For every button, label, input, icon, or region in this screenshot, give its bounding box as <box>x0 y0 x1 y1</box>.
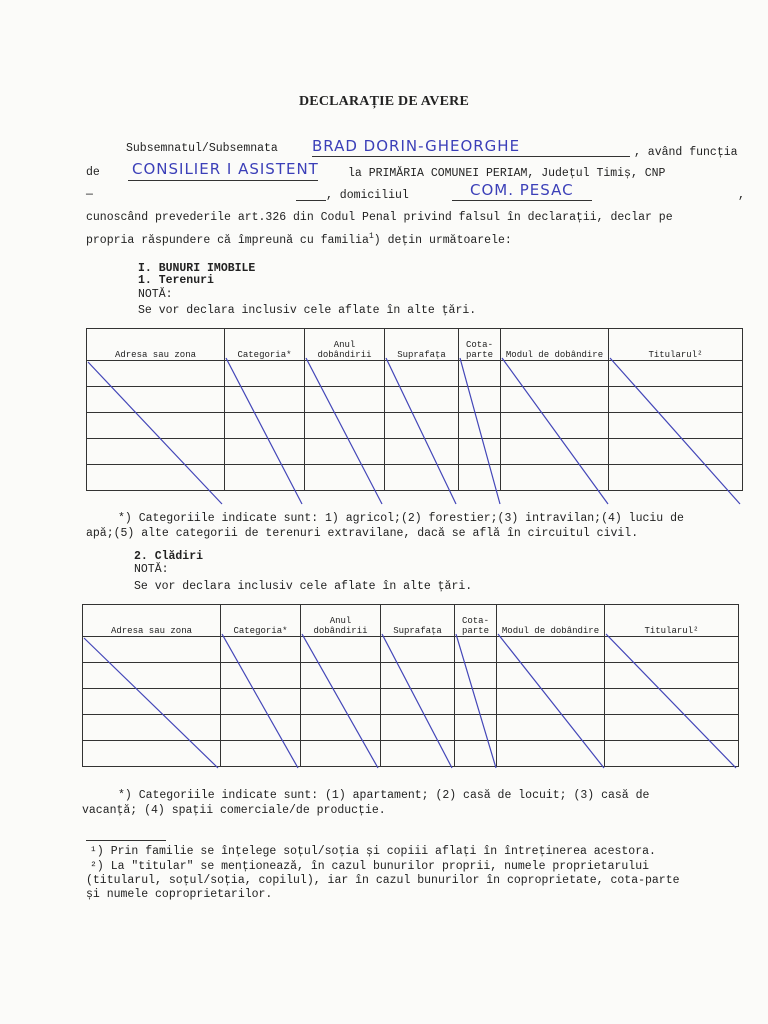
footnote-rule <box>86 840 166 841</box>
land-table <box>86 328 743 491</box>
function-value: CONSILIER I ASISTENT <box>132 160 319 178</box>
col-header: Modul de dobândire <box>501 329 609 361</box>
col-header: Titularul² <box>605 605 739 637</box>
buildings-table <box>82 604 739 767</box>
name-underline <box>312 156 630 157</box>
section-heading-imobile: I. BUNURI IMOBILE <box>138 262 256 275</box>
col-header: Modul de dobândire <box>497 605 605 637</box>
nota-text-1: Se vor declara inclusiv cele aflate în alte țări. <box>138 304 477 317</box>
domicile-label: , domiciliul <box>326 189 409 202</box>
land-footnote-2: apă;(5) alte categorii de terenuri extravilane, dacă se află în circuitul civil. <box>86 527 639 540</box>
footnote-1: ¹) Prin familie se înțelege soțul/soția și copiii aflați în întreținerea acestora. <box>90 845 656 858</box>
footnote-2b: (titularul, soțul/soția, copilul), iar în cazul bunurilor în coproprietate, cota-parte <box>86 874 680 887</box>
table-row <box>83 741 739 767</box>
col-header: Cota-parte <box>455 605 497 637</box>
declarant-name: BRAD DORIN-GHEORGHE <box>312 137 521 155</box>
table-row <box>83 689 739 715</box>
col-header: Anul dobândirii <box>305 329 385 361</box>
table-row <box>87 465 743 491</box>
legal-text: cunoscând prevederile art.326 din Codul Penal privind falsul în declarații, declar pe <box>86 211 673 224</box>
table-row <box>87 439 743 465</box>
land-footnote-1: *) Categoriile indicate sunt: 1) agricol;(2) forestier;(3) intravilan;(4) luciu de <box>118 512 684 525</box>
col-header: Anul dobândirii <box>301 605 381 637</box>
institution-text: la PRIMĂRIA COMUNEI PERIAM, Județul Timiș, CNP <box>348 167 666 180</box>
subsection-terenuri: 1. Terenuri <box>138 274 214 287</box>
responsibility-text-main: propria răspundere că împreună cu familia <box>86 233 369 247</box>
col-header: Adresa sau zona <box>83 605 221 637</box>
declarant-label: Subsemnatul/Subsemnata <box>126 142 278 155</box>
table-row <box>83 637 739 663</box>
table-row <box>87 413 743 439</box>
col-header: Suprafața <box>381 605 455 637</box>
domicile-underline <box>452 200 592 201</box>
col-header: Categoria* <box>225 329 305 361</box>
table-row <box>87 387 743 413</box>
footnote-2a: ²) La "titular" se menționează, în cazul bunurilor proprii, numele proprietarului <box>90 860 649 873</box>
table-row <box>87 361 743 387</box>
table-row <box>83 715 739 741</box>
responsibility-text <box>86 232 512 247</box>
nota-text-2: Se vor declara inclusiv cele aflate în alte țări. <box>134 580 473 593</box>
cnp-dash: — <box>86 188 93 201</box>
function-label: , având funcția <box>634 146 738 159</box>
table-row <box>83 663 739 689</box>
buildings-footnote-2: vacanță; (4) spații comerciale/de producție. <box>82 804 386 817</box>
de-label: de <box>86 166 100 179</box>
buildings-footnote-1: *) Categoriile indicate sunt: (1) apartament; (2) casă de locuit; (3) casă de <box>118 789 650 802</box>
domicile-value: COM. PESAC <box>470 181 574 199</box>
footnote-2c: și numele coproprietarilor. <box>86 888 273 901</box>
function-underline <box>128 180 318 181</box>
responsibility-text-end: ) dețin următoarele: <box>373 233 512 247</box>
col-header: Adresa sau zona <box>87 329 225 361</box>
nota-label-2: NOTĂ: <box>134 563 169 576</box>
subsection-cladiri: 2. Clădiri <box>134 550 204 563</box>
footnote-ref-1: 1 <box>368 232 374 241</box>
col-header: Suprafața <box>385 329 459 361</box>
cnp-underline <box>296 200 326 201</box>
nota-label-1: NOTĂ: <box>138 288 173 301</box>
col-header: Cota-parte <box>459 329 501 361</box>
col-header: Categoria* <box>221 605 301 637</box>
page-title: DECLARAȚIE DE AVERE <box>298 94 470 109</box>
col-header: Titularul² <box>609 329 743 361</box>
domicile-comma: , <box>738 189 745 202</box>
